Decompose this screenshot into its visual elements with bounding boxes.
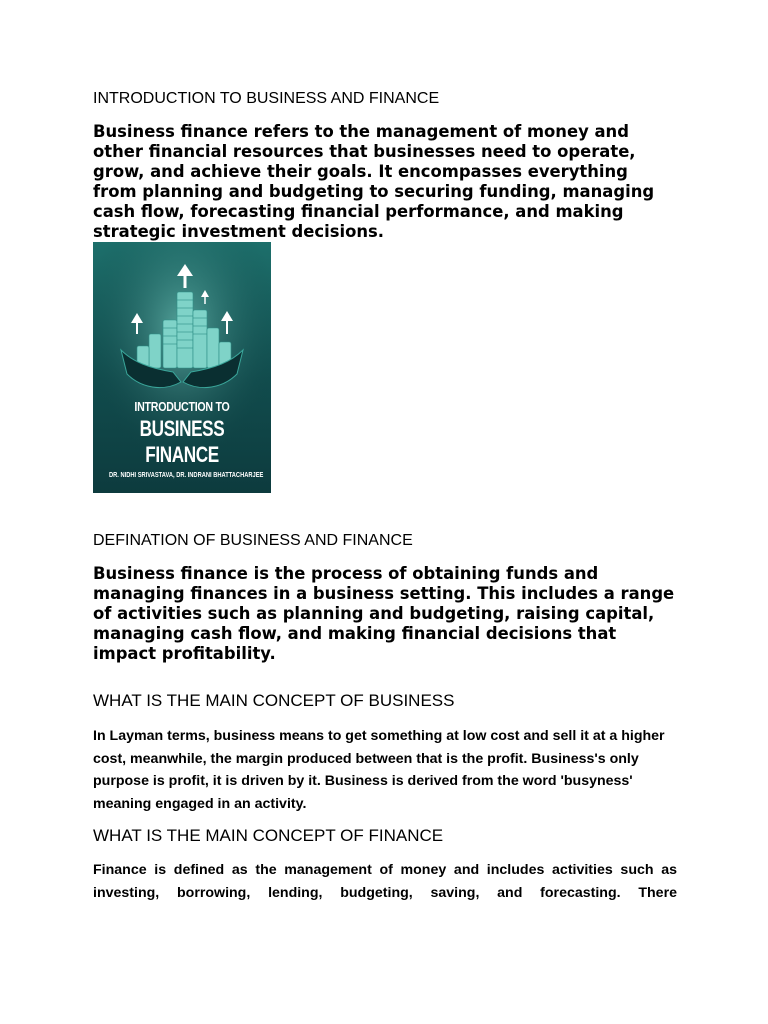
section-paragraph-business-concept: In Layman terms, business means to get something at low cost and sell it at a higher cost, meanwhile, the margin produced between that is the profit. Business's only purpose is profit, it is driven by it. Business is derived from the word 'busyness' meaning engaged in an activity.	[93, 728, 665, 812]
book-cover-authors: DR. NIDHI SRIVASTAVA, DR. INDRANI BHATTACHARJEE	[109, 472, 264, 479]
section-paragraph-finance-concept: Finance is defined as the management of money and includes activities such as investing, borrowing, lending, budgeting, saving, and forecasting. There	[93, 862, 677, 901]
section-heading-introduction: INTRODUCTION TO BUSINESS AND FINANCE	[93, 90, 440, 107]
book-cover-title-line1: INTRODUCTION TO	[134, 400, 230, 414]
section-heading-definition: DEFINATION OF BUSINESS AND FINANCE	[93, 532, 413, 549]
section-heading-business-concept: WHAT IS THE MAIN CONCEPT OF BUSINESS	[93, 691, 455, 710]
section-paragraph-definition: Business finance is the process of obtaining funds and managing finances in a business setting. This includes a range of activities such as planning and budgeting, raising capital, managing cash flow, and making financial decisions that impact profitability.	[93, 564, 675, 663]
section-paragraph-introduction: Business finance refers to the management of money and other financial resources that businesses need to operate, grow, and achieve their goals. It encompasses everything from planning and budgeting to securing funding, managing cash flow, forecasting financial performance, and making strategic investment decisions.	[93, 122, 655, 241]
section-heading-finance-concept: WHAT IS THE MAIN CONCEPT OF FINANCE	[93, 826, 444, 845]
book-cover-image	[93, 242, 271, 493]
book-cover-title-line2: BUSINESS FINANCE	[139, 416, 225, 467]
